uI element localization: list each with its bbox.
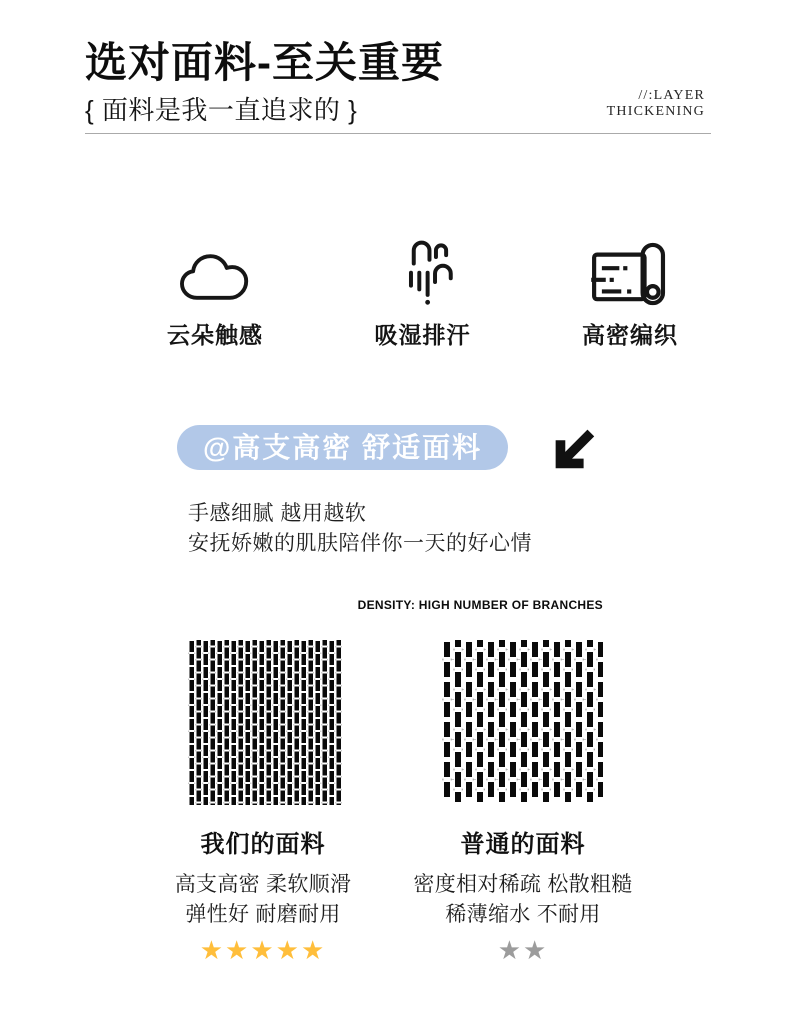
our-fabric-desc-line1: 高支高密 柔软顺滑 xyxy=(174,873,352,896)
header-divider xyxy=(85,133,711,134)
our-fabric-column xyxy=(148,824,378,966)
steam-icon xyxy=(392,232,454,306)
feature-label: 吸湿排汗 xyxy=(374,322,471,348)
watermark-line1: //:LAYER xyxy=(638,88,705,103)
feature-label: 高密编织 xyxy=(582,322,678,348)
cloud-icon xyxy=(177,232,253,306)
ordinary-fabric-desc xyxy=(408,870,638,930)
fabric-description xyxy=(188,499,532,559)
feature-row xyxy=(140,232,705,350)
feature-moisture-wicking xyxy=(348,232,498,350)
page-title: 选对面料-至关重要 xyxy=(85,39,444,86)
ordinary-fabric-desc-line2: 稀薄缩水 不耐用 xyxy=(445,903,601,926)
feature-high-density-weave xyxy=(555,232,705,350)
density-caption: DENSITY: HIGH NUMBER OF BRANCHES xyxy=(357,598,603,612)
feature-cloud-touch xyxy=(140,232,290,350)
our-fabric-desc xyxy=(148,870,378,930)
fabric-roll-icon xyxy=(588,232,672,306)
watermark-text xyxy=(607,88,705,120)
our-fabric-desc-line2: 弹性好 耐磨耐用 xyxy=(185,903,341,926)
ordinary-fabric-star-rating: ★★ xyxy=(497,935,549,965)
our-fabric-star-rating: ★★★★★ xyxy=(199,935,327,965)
ordinary-fabric-column xyxy=(408,824,638,966)
feature-label: 云朵触感 xyxy=(167,322,263,348)
ordinary-fabric-desc-line1: 密度相对稀疏 松散粗糙 xyxy=(413,873,633,896)
arrow-down-left-icon xyxy=(546,420,600,479)
dense-fabric-swatch xyxy=(188,640,342,810)
sparse-fabric-swatch xyxy=(442,640,603,807)
ordinary-fabric-title: 普通的面料 xyxy=(460,831,586,858)
page-subtitle: { 面料是我一直追求的 } xyxy=(85,95,358,125)
our-fabric-title: 我们的面料 xyxy=(200,831,326,858)
description-line1: 手感细腻 越用越软 xyxy=(188,502,367,525)
description-line2: 安抚娇嫩的肌肤陪伴你一天的好心情 xyxy=(188,532,532,555)
fabric-highlight-badge: @高支高密 舒适面料 xyxy=(177,425,508,470)
watermark-line2: THICKENING xyxy=(606,104,705,119)
